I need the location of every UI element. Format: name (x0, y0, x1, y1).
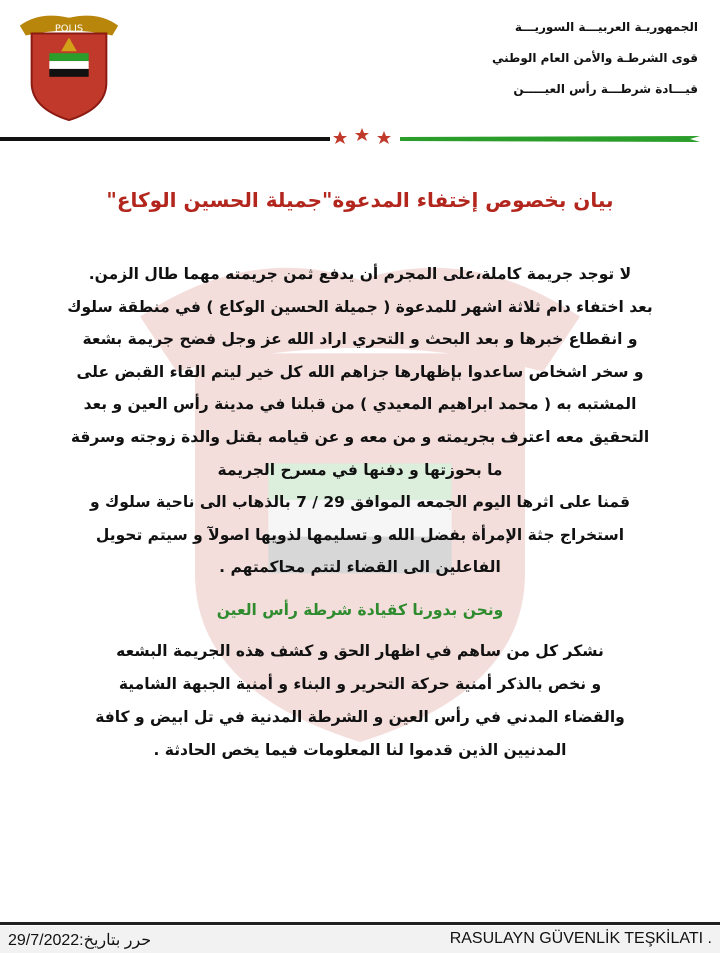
statement-body (28, 258, 692, 767)
body-line: و انقطاع خبرها و بعد البحث و التحري اراد الله عز وجل فضح جريمة بشعة (82, 330, 638, 349)
organization-name: RASULAYN GÜVENLİK TEŞKİLATI . (449, 930, 712, 947)
body-line: بعد اختفاء دام ثلاثة اشهر للمدعوة ( جميلة الحسين الوكاع ) في منطقة سلوك (67, 297, 653, 316)
body-line: المشتبه به ( محمد ابراهيم المعيدي ) من قبلنا في مدينة رأس العين و بعد (83, 395, 637, 414)
thanks-line: نشكر كل من ساهم في اظهار الحق و كشف هذه الجريمة البشعه (116, 641, 604, 660)
thanks-line: و نخص بالذكر أمنية حركة التحرير و البناء و أمنية الجبهة الشامية (118, 674, 602, 693)
body-line: قمنا على اثرها اليوم الجمعه الموافق 29 / 7 بالذهاب الى ناحية سلوك و (90, 493, 630, 512)
body-line: و سخر اشخاص ساعدوا بإظهارها جزاهم الله كل خير ليتم القاء القبض على (76, 362, 644, 381)
star-icon (355, 128, 369, 141)
letterhead (492, 12, 698, 105)
thanks-line: المدنيين الذين قدموا لنا المعلومات فيما يخص الحادثة . (153, 740, 567, 759)
police-emblem-logo (10, 6, 128, 124)
document-title: بيان بخصوص إختفاء المدعوة"جميلة الحسين الوكاع" (106, 188, 614, 212)
section-subtitle: ونحن بدورنا كقيادة شرطة رأس العين (216, 600, 504, 619)
body-line: لا توجد جريمة كاملة،على المجرم أن يدفع ثمن جريمته مهما طال الزمن. (88, 265, 632, 283)
issue-date: 29/7/2022:حرر بتاريخ (8, 932, 152, 949)
body-line: ما بحوزتها و دفنها في مسرح الجريمة (217, 460, 503, 479)
star-icon (333, 131, 347, 144)
footer-divider (0, 922, 720, 925)
svg-text:POLIS: POLIS (54, 23, 84, 35)
header-line: قيـــادة شرطـــة رأس العيـــــن (513, 82, 698, 96)
body-line: التحقيق معه اعترف بجريمته و من معه و عن قيامه بقتل والدة زوجته وسرقة (70, 427, 650, 446)
header-line: قوى الشرطـة والأمن العام الوطني (492, 51, 698, 65)
footer (0, 926, 720, 953)
thanks-line: والقضاء المدني في رأس العين و الشرطة المدنية في تل ابيض و كافة (95, 707, 625, 726)
body-line: الفاعلين الى القضاء لتتم محاكمتهم . (219, 558, 501, 577)
header-line: الجمهوريـة العربيـــة السوريـــة (514, 20, 698, 34)
flag-divider (0, 128, 720, 148)
star-icon (377, 131, 391, 144)
body-line: استخراج جثة الإمرأة بفضل الله و تسليمها لذويها اصولآ و سيتم تحويل (95, 525, 625, 544)
